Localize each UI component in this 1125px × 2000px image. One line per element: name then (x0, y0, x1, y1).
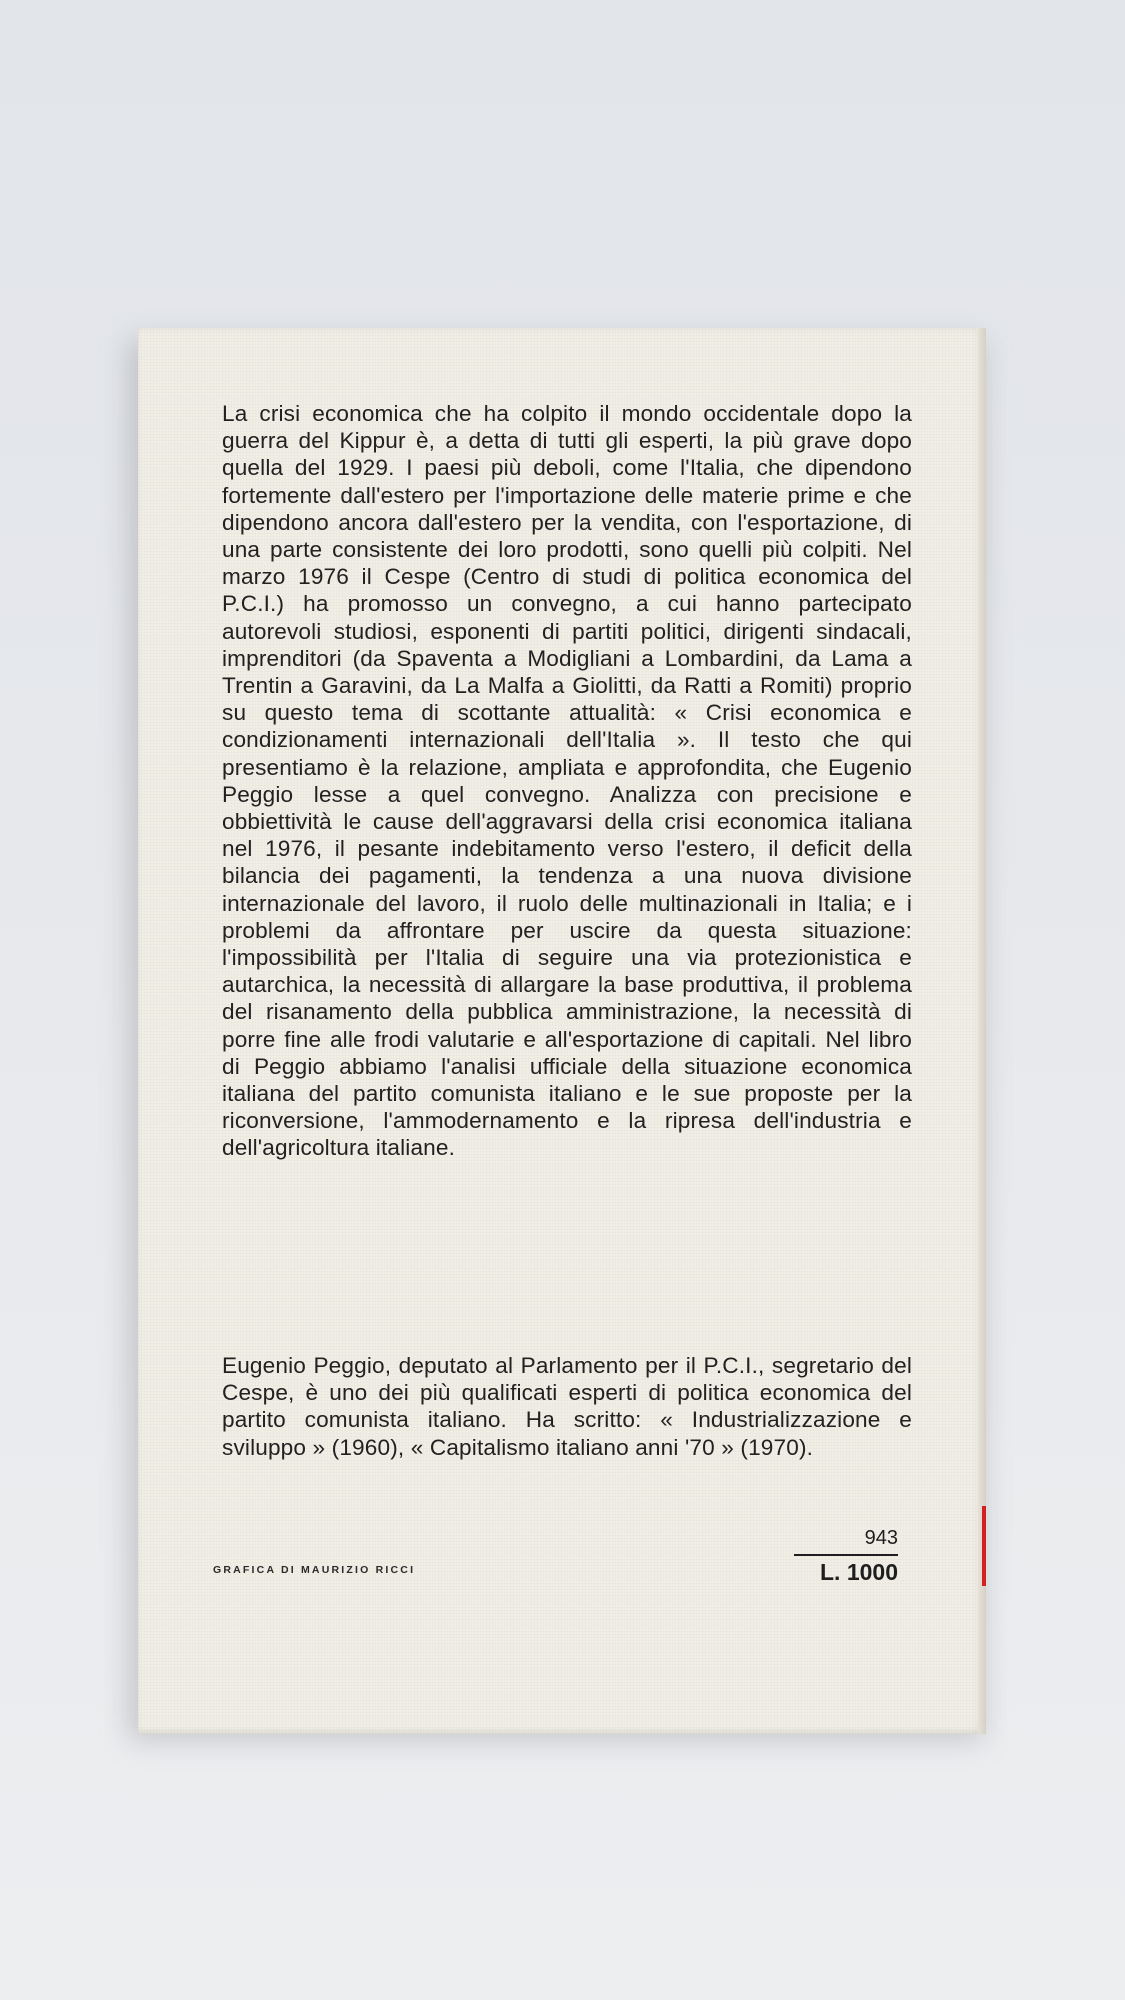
design-credit: GRAFICA DI MAURIZIO RICCI (213, 1564, 416, 1576)
cover-blurb-text: La crisi economica che ha colpito il mondo occidentale dopo la guerra del Kippur è, a detta di tutti gli esperti, la più grave dopo quella del 1929. I paesi più deboli, come l'Italia, che dipendono fortemente dall'estero per l'importazione delle materie prime e che dipendono ancora dall'estero per la vendita, con l'esportazione, di una parte consistente dei loro prodotti, sono quelli più colpiti. Nel marzo 1976 il Cespe (Centro di studi di politica economica del P.C.I.) ha promosso un convegno, a cui hanno partecipato autorevoli studiosi, esponenti di partiti politici, dirigenti sindacali, imprenditori (da Spaventa a Modigliani a Lombardini, da Lama a Trentin a Garavini, da La Malfa a Giolitti, da Ratti a Romiti) proprio su questo tema di scottante attualità: « Crisi economica e condizionamenti internazionali dell'Italia ». Il testo che qui presentiamo è la relazione, ampliata e approfondita, che Eugenio Peggio lesse a quel convegno. Analizza con precisione e obbiettività le cause dell'aggravarsi della crisi economica italiana nel 1976, il pesante indebitamento verso l'estero, il deficit della bilancia dei pagamenti, la tendenza a una nuova divisione internazionale del lavoro, il ruolo delle multinazionali in Italia; e i problemi da affrontare per uscire da questa situazione: l'impossibilità per l'Italia di seguire una via protezionistica e autarchica, la necessità di allargare la base produttiva, il problema del risanamento della pubblica amministrazione, la necessità di porre fine alle frodi valutarie e all'esportazione di capitali. Nel libro di Peggio abbiamo l'analisi ufficiale della situazione economica italiana del partito comunista italiano e le sue proposte per la riconversione, l'ammodernamento e la ripresa dell'industria e dell'agricoltura italiane. (222, 401, 912, 1161)
book-back-cover (138, 328, 984, 1734)
price-block (794, 1526, 898, 1586)
price-label: L. 1000 (820, 1559, 898, 1585)
author-bio-text: Eugenio Peggio, deputato al Parlamento per il P.C.I., segretario del Cespe, è uno dei più qualificati esperti di politica economica del partito comunista italiano. Ha scritto: « Industrializzazione e sviluppo » (1960), « Capitalismo italiano anni '70 » (1970). (222, 1353, 912, 1460)
spine-red-accent (982, 1506, 986, 1586)
series-number: 943 (794, 1526, 898, 1556)
